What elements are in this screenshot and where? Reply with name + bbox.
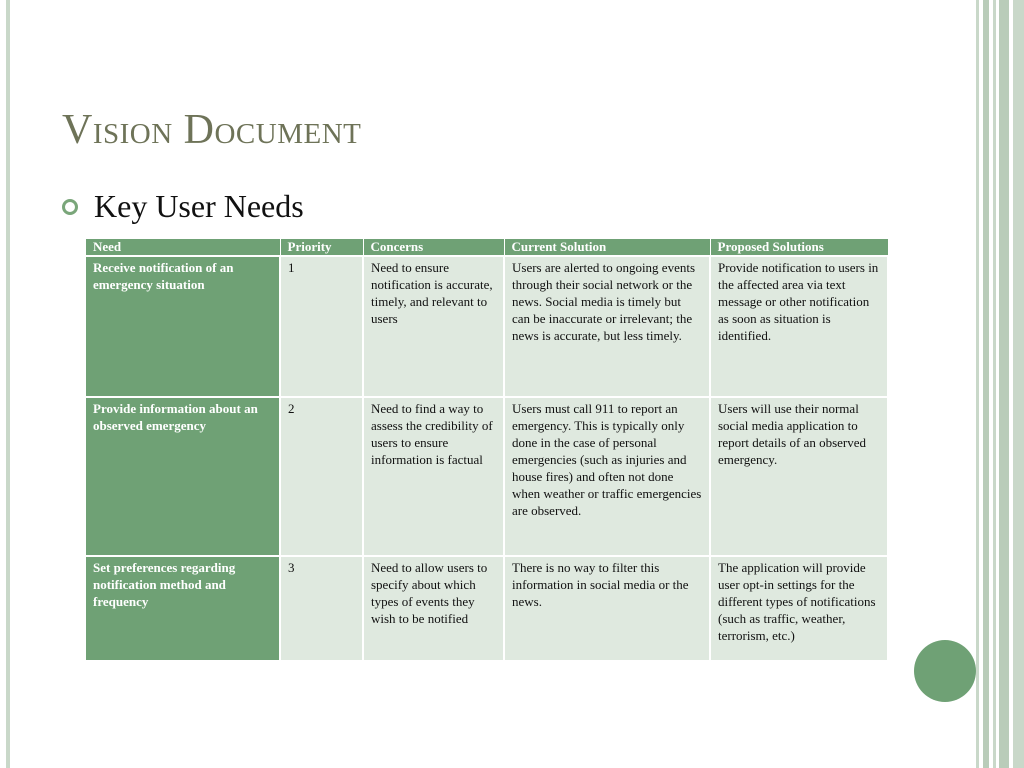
priority-cell: 2 <box>280 397 363 556</box>
user-needs-table <box>86 239 889 660</box>
proposed-solution-cell: Users will use their normal social media application to report details of an observed emergency. <box>710 397 888 556</box>
decorative-circle <box>914 640 976 702</box>
concerns-cell: Need to find a way to assess the credibility of users to ensure information is factual <box>363 397 504 556</box>
proposed-solution-cell: Provide notification to users in the affected area via text message or other notification as soon as situation is identified. <box>710 256 888 397</box>
table-row <box>86 556 888 660</box>
need-cell: Set preferences regarding notification method and frequency <box>86 556 280 660</box>
right-decorative-stripes <box>976 0 1024 768</box>
column-header-priority: Priority <box>280 239 363 256</box>
need-cell: Receive notification of an emergency situation <box>86 256 280 397</box>
priority-cell: 3 <box>280 556 363 660</box>
bullet-circle-icon <box>62 199 78 215</box>
current-solution-cell: There is no way to filter this information in social media or the news. <box>504 556 710 660</box>
current-solution-cell: Users must call 911 to report an emergency. This is typically only done in the case of personal emergencies (such as injuries and house fires) and often not done when weather or traffic emergencies are observed. <box>504 397 710 556</box>
column-header-need: Need <box>86 239 280 256</box>
table-row <box>86 256 888 397</box>
bullet-item <box>62 188 304 225</box>
table-row <box>86 397 888 556</box>
bullet-text: Key User Needs <box>94 188 304 224</box>
left-border-rule <box>6 0 10 768</box>
proposed-solution-cell: The application will provide user opt-in settings for the different types of notifications (such as traffic, weather, terrorism, etc.) <box>710 556 888 660</box>
current-solution-cell: Users are alerted to ongoing events through their social network or the news. Social media is timely but can be inaccurate or irrelevant; the news is accurate, but less timely. <box>504 256 710 397</box>
need-cell: Provide information about an observed emergency <box>86 397 280 556</box>
table-header-row <box>86 239 888 256</box>
concerns-cell: Need to allow users to specify about which types of events they wish to be notified <box>363 556 504 660</box>
column-header-proposed-solutions: Proposed Solutions <box>710 239 888 256</box>
slide-title: Vision Document <box>62 107 362 153</box>
column-header-current-solution: Current Solution <box>504 239 710 256</box>
column-header-concerns: Concerns <box>363 239 504 256</box>
priority-cell: 1 <box>280 256 363 397</box>
concerns-cell: Need to ensure notification is accurate, timely, and relevant to users <box>363 256 504 397</box>
